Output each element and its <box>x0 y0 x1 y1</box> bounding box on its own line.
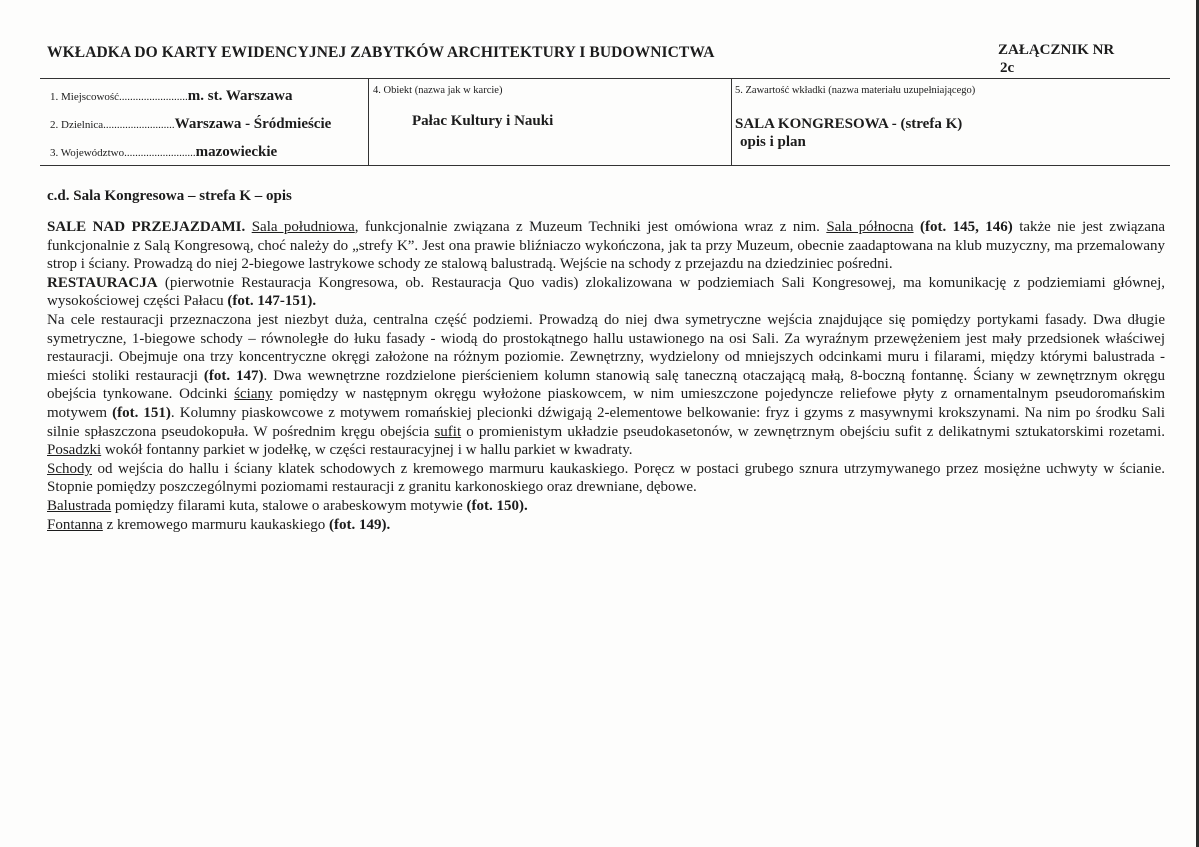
paragraph-restaurant <box>47 274 1165 311</box>
field-voivodeship-label: 3. Województwo.......................... <box>50 147 196 159</box>
underlined-term: Posadzki <box>47 442 102 459</box>
text-run: . Dwa wewnętrzne rozdzielone pierścieniem kolumn stanowią salę taneczną otaczającą małą, 8-boczną fontannę. Ściany w zewnętrznym okręgu obejścia tynkowane. Odcinki <box>47 367 1165 403</box>
field-object-label: 4. Obiekt (nazwa jak w karcie) <box>373 85 503 96</box>
paragraph-lead: RESTAURACJA <box>47 274 158 291</box>
description-body <box>47 218 1165 534</box>
field-voivodeship-value: mazowieckie <box>195 144 278 160</box>
underlined-term: Sala północna <box>826 219 914 235</box>
text-run: pomiędzy w następnym okręgu wyłożone piaskowcem, w nim umieszczone pojedyncze reliefowe płyty z ornamentalnym pseudoromańskim motywem <box>47 386 1165 421</box>
underlined-term: Balustrada <box>47 497 112 514</box>
paragraph-fountain <box>47 516 1165 535</box>
column-divider-2 <box>731 78 732 166</box>
underlined-term: Sala południowa <box>251 219 355 235</box>
field-locality-label: 1. Miejscowość......................... <box>50 91 188 103</box>
field-voivodeship <box>50 143 277 161</box>
field-locality-value: m. st. Warszawa <box>187 88 293 104</box>
text-run: od wejścia do hallu i ściany klatek schodowych z kremowego marmuru kaukaskiego. Poręcz w postaci grubego sznura utrzymywanego przez mosiężne uchwyty w ścianie. Stopnie pomiędzy poszczególnymi poziomami restauracji z granitu karkonoskiego oraz drewniane, dębowe. <box>47 460 1165 496</box>
text-run: także nie jest związana funkcjonalnie z Salą Kongresową, choć należy do „strefy K”. Jest ona prawie bliźniaczo wykończona, jak ta przy Muzeum, obecnie zaadaptowana na klub muzyczny, ma przemalowany strop i ściany. Prowadzą do niej 2-biegowe lastrykowe schody ze stalową balustradą. Wejście na schody z przejazdu na dziedziniec pośredni. <box>47 219 1166 273</box>
text-run: pomiędzy filarami kuta, stalowe o arabeskowym motywie <box>111 497 467 514</box>
paragraph-balustrade <box>47 497 1165 516</box>
annex-number <box>998 41 1114 77</box>
field-content-value-2: opis i plan <box>740 134 806 150</box>
text-run: z kremowego marmuru kaukaskiego <box>102 516 330 533</box>
column-divider-1 <box>368 78 369 166</box>
text-run: , funkcjonalnie związana z Muzeum Techniki jest omówiona wraz z nim. <box>354 219 827 235</box>
text-run: Na cele restauracji przeznaczona jest niezbyt duża, centralna część podziemi. Prowadzą do niej dwa symetryczne wejścia znajdujące się pomiędzy portykami fasady. Dwa długie symetryczne, 1-biegowe schody – równoległe do łuku fasady - wiodą do prostokątnego hallu ustawionego na osi Sali. Za wyraźnym przewężeniem jest mały przedsionek właściwej restauracji. Obejmuje ona trzy koncentryczne okręgi założone na różnym poziomie. Zewnętrzny, wydzielony od mniejszych odcinkami muru i filarami, między którymi balustrada - mieści stoliki restauracji <box>47 311 1165 384</box>
field-district <box>50 115 331 133</box>
photo-reference: (fot. 147-151). <box>227 293 317 310</box>
underlined-term: Fontanna <box>47 516 103 533</box>
paragraph-restaurant-description <box>47 311 1165 460</box>
field-content-label: 5. Zawartość wkładki (nazwa materiału uzupełniającego) <box>735 85 976 96</box>
paragraph-halls <box>47 218 1165 274</box>
header-rule-bottom <box>40 165 1170 166</box>
text-run: o promienistym układzie pseudokasetonów, w zewnętrznym obejściu sufit z delikatnymi sztukatorskimi rozetami. <box>461 423 1165 440</box>
photo-reference: (fot. 147) <box>203 367 264 384</box>
header-rule-top <box>40 78 1170 79</box>
field-locality <box>50 87 293 105</box>
document-title: WKŁADKA DO KARTY EWIDENCYJNEJ ZABYTKÓW ARCHITEKTURY I BUDOWNICTWA <box>47 44 715 61</box>
annex-label: ZAŁĄCZNIK NR <box>998 42 1115 58</box>
paragraph-lead: SALE NAD PRZEJAZDAMI. <box>47 219 246 235</box>
underlined-term: ściany <box>234 386 273 403</box>
underlined-term: sufit <box>434 423 462 440</box>
field-district-value: Warszawa - Śródmieście <box>174 116 332 132</box>
text-run: (pierwotnie Restauracja Kongresowa, ob. Restauracja Quo vadis) zlokalizowana w podziemiach Sali Kongresowej, ma komunikację z podziemiami głównej, wysokościowej części Pałacu <box>47 274 1165 310</box>
annex-value: 2c <box>1000 60 1015 76</box>
photo-reference: (fot. 151) <box>112 404 171 421</box>
paragraph-stairs <box>47 460 1165 497</box>
photo-reference: (fot. 149). <box>329 516 391 533</box>
underlined-term: Schody <box>47 460 92 477</box>
field-district-label: 2. Dzielnica.......................... <box>50 119 175 131</box>
field-object-value: Pałac Kultury i Nauki <box>412 113 554 129</box>
photo-reference: (fot. 145, 146) <box>913 219 1013 235</box>
field-content-value-1: SALA KONGRESOWA - (strefa K) <box>735 116 963 132</box>
text-run: . Kolumny piaskowcowe z motywem romańskiej plecionki dźwigają 2-elementowe belkowanie: fryz i gzyms z masywnymi krokszynami. Na nim po środku Sali silnie spłaszczona pseudokopuła. W pośrednim kręgu obejścia <box>47 404 1166 440</box>
section-heading: c.d. Sala Kongresowa – strefa K – opis <box>47 188 292 204</box>
photo-reference: (fot. 150). <box>466 497 528 514</box>
text-run: wokół fontanny parkiet w jodełkę, w części restauracyjnej i w hallu parkiet w kwadraty. <box>101 442 633 459</box>
